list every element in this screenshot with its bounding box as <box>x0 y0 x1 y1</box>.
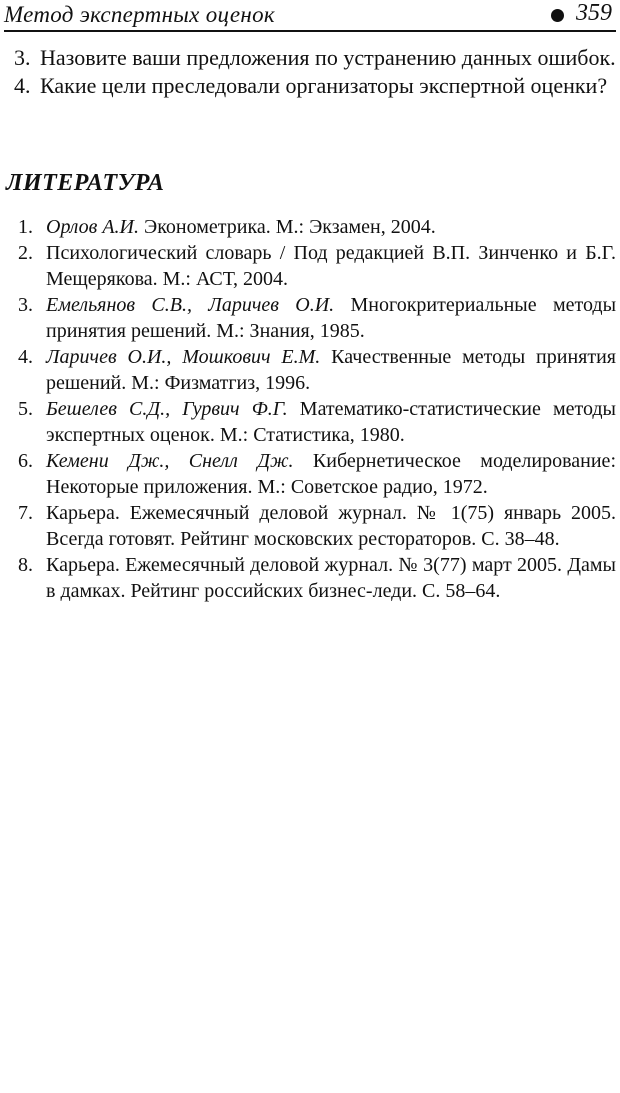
question-text: Какие цели преследовали организаторы экспертной оценки? <box>40 73 608 98</box>
reference-text <box>46 552 616 604</box>
reference-text <box>46 500 616 552</box>
running-title: Метод экспертных оценок <box>4 2 275 27</box>
reference-item <box>16 292 616 344</box>
reference-list <box>16 214 616 604</box>
reference-item <box>16 448 616 500</box>
reference-item <box>16 240 616 292</box>
reference-item <box>16 552 616 604</box>
reference-item <box>16 214 616 240</box>
reference-authors: Кемени Дж., Снелл Дж. <box>46 450 294 472</box>
section-heading: ЛИТЕРАТУРА <box>6 170 165 196</box>
question-number: 4. <box>14 73 31 98</box>
question-text: Назовите ваши предложения по устранению данных ошибок. <box>40 45 616 70</box>
reference-body: Кибернетическое моделирование: Некоторые приложения. М.: Советское радио, 1972. <box>46 450 616 498</box>
page-number: 359 <box>576 0 612 26</box>
reference-item <box>16 344 616 396</box>
reference-authors: Емельянов С.В., Ларичев О.И. <box>46 294 335 316</box>
reference-text <box>46 292 616 344</box>
reference-item <box>16 396 616 448</box>
reference-authors: Ларичев О.И., Мошкович Е.М. <box>46 346 321 368</box>
question-item <box>12 72 616 100</box>
bullet-icon <box>551 9 564 22</box>
reference-number: 2. <box>18 242 33 264</box>
page-number-group <box>551 0 612 27</box>
running-head <box>4 0 616 32</box>
reference-body: Психологический словарь / Под редакцией В.П. Зинченко и Б.Г. Мещерякова. М.: АСТ, 2004. <box>46 242 616 290</box>
reference-text <box>46 396 616 448</box>
reference-body: Карьера. Ежемесячный деловой журнал. № 1(75) январь 2005. Всегда готовят. Рейтинг московских рестораторов. С. 38–48. <box>46 502 616 550</box>
question-item <box>12 44 616 72</box>
reference-number: 3. <box>18 294 33 316</box>
reference-text <box>46 214 616 240</box>
reference-authors: Бешелев С.Д., Гурвич Ф.Г. <box>46 398 288 420</box>
reference-authors: Орлов А.И. <box>46 216 139 238</box>
reference-text <box>46 240 616 292</box>
question-number: 3. <box>14 45 31 70</box>
question-list <box>12 44 616 100</box>
reference-number: 1. <box>18 216 33 238</box>
reference-body: Качественные методы принятия решений. М.: Физматгиз, 1996. <box>46 346 617 394</box>
reference-number: 6. <box>18 450 33 472</box>
reference-body: Карьера. Ежемесячный деловой журнал. № 3(77) март 2005. Дамы в дамках. Рейтинг российских бизнес-леди. С. 58–64. <box>46 554 616 602</box>
reference-item <box>16 500 616 552</box>
reference-number: 8. <box>18 554 33 576</box>
reference-body: Эконометрика. М.: Экзамен, 2004. <box>139 216 436 238</box>
reference-number: 4. <box>18 346 33 368</box>
reference-body: Математико-статистические методы экспертных оценок. М.: Статистика, 1980. <box>46 398 616 446</box>
reference-number: 7. <box>18 502 33 524</box>
reference-number: 5. <box>18 398 33 420</box>
reference-body: Многокритериальные методы принятия решений. М.: Знания, 1985. <box>46 294 617 342</box>
reference-text <box>46 344 616 396</box>
reference-text <box>46 448 616 500</box>
